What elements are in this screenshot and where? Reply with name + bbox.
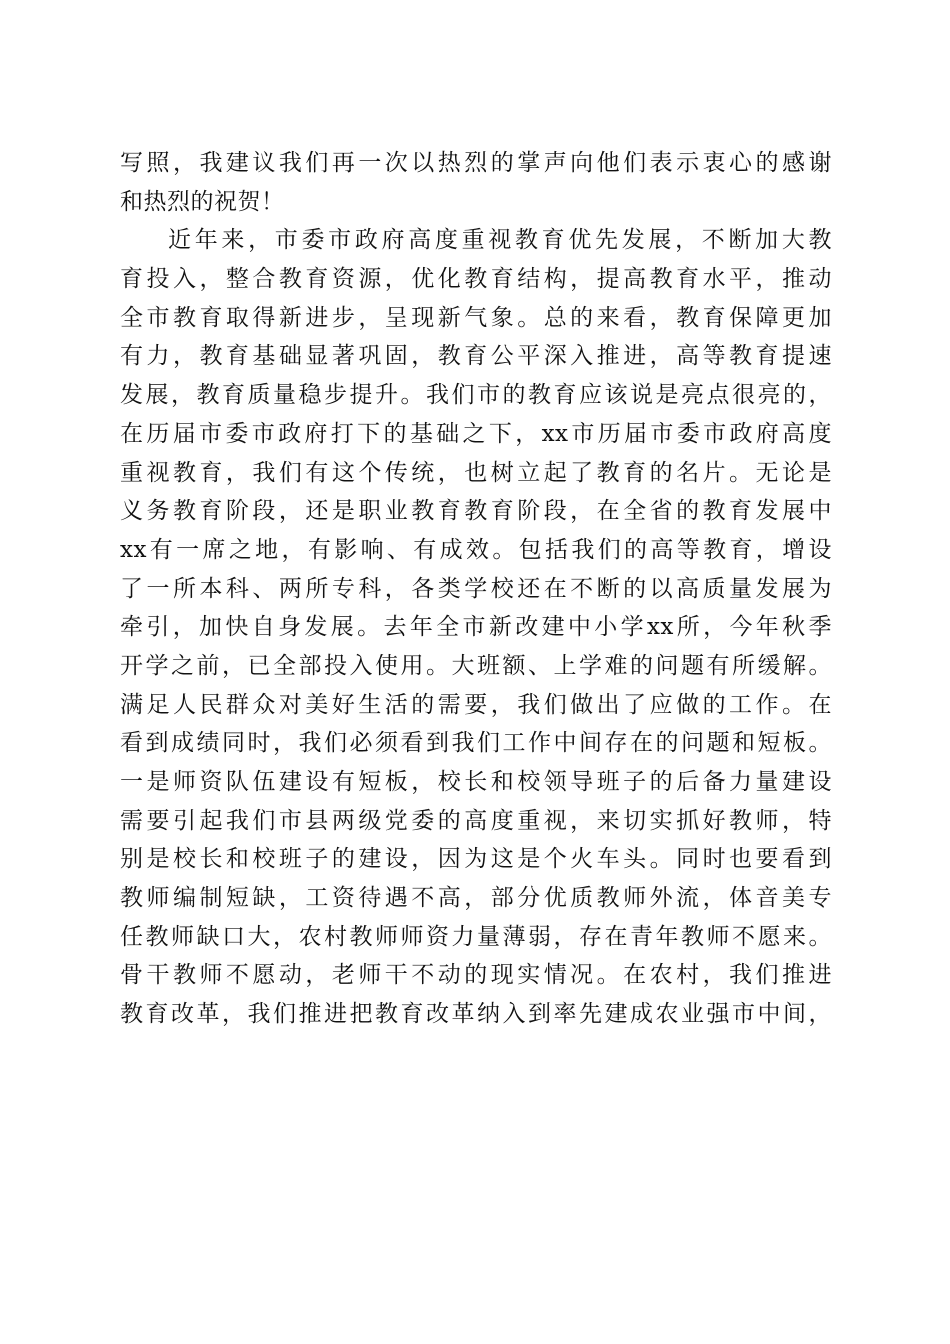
text-line: 近年来，市委市政府高度重视教育优先发展，不断加大教 (168, 227, 832, 254)
text-line: 发展，教育质量稳步提升。我们市的教育应该说是亮点很亮的， (120, 382, 832, 409)
text-line: 牵引，加快自身发展。去年全市新改建中小学xx所，今年秋季 (120, 614, 832, 641)
text-line: 在历届市委市政府打下的基础之下，xx市历届市委市政府高度 (120, 420, 832, 447)
text-line: 育投入，整合教育资源，优化教育结构，提高教育水平，推动 (120, 266, 832, 293)
text-line: 教育改革，我们推进把教育改革纳入到率先建成农业强市中间， (120, 1001, 832, 1028)
text-line: 全市教育取得新进步，呈现新气象。总的来看，教育保障更加 (120, 304, 832, 331)
text-line: 需要引起我们市县两级党委的高度重视，来切实抓好教师，特 (120, 807, 832, 834)
text-line: 了一所本科、两所专科，各类学校还在不断的以高质量发展为 (120, 575, 832, 602)
text-line: 开学之前，已全部投入使用。大班额、上学难的问题有所缓解。 (120, 652, 832, 679)
text-line: 别是校长和校班子的建设，因为这是个火车头。同时也要看到 (120, 846, 832, 873)
body-text (120, 144, 832, 1034)
text-line: 和热烈的祝贺！ (120, 188, 285, 215)
text-line: 义务教育阶段，还是职业教育教育阶段，在全省的教育发展中 (120, 498, 832, 525)
text-line: 写照，我建议我们再一次以热烈的掌声向他们表示衷心的感谢 (120, 150, 832, 176)
text-line: 一是师资队伍建设有短板，校长和校领导班子的后备力量建设 (120, 769, 832, 795)
text-line: 骨干教师不愿动，老师干不动的现实情况。在农村，我们推进 (120, 962, 832, 989)
text-line: 看到成绩同时，我们必须看到我们工作中间存在的问题和短板。 (120, 730, 832, 757)
text-line: 任教师缺口大，农村教师师资力量薄弱，存在青年教师不愿来。 (120, 923, 832, 950)
text-line: 有力，教育基础显著巩固，教育公平深入推进，高等教育提速 (120, 343, 832, 370)
text-line: 教师编制短缺，工资待遇不高，部分优质教师外流，体音美专 (120, 885, 832, 912)
text-line: 满足人民群众对美好生活的需要，我们做出了应做的工作。在 (120, 691, 832, 718)
text-line: xx有一席之地，有影响、有成效。包括我们的高等教育，增设 (120, 536, 832, 563)
text-line: 重视教育，我们有这个传统，也树立起了教育的名片。无论是 (120, 459, 832, 486)
